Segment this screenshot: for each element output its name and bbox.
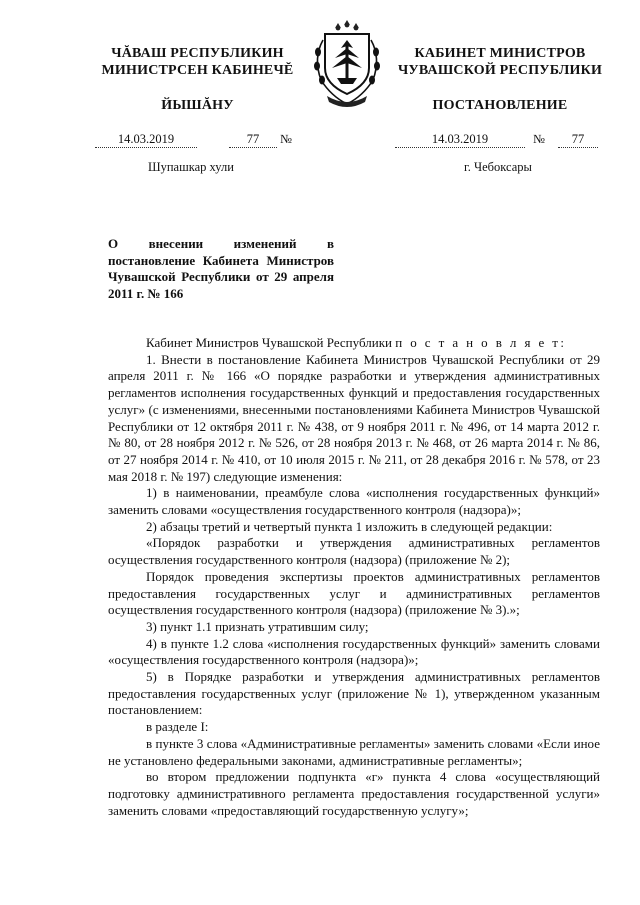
header-right-line2: ЧУВАШСКОЙ РЕСПУБЛИКИ bbox=[397, 63, 603, 78]
header-right bbox=[390, 45, 610, 114]
left-date: 14.03.2019 bbox=[117, 132, 175, 146]
header-left-line2: МИНИСТРСЕН КАБИНЕЧĔ bbox=[101, 63, 294, 78]
body-paragraph: Порядок проведения экспертизы проектов административных регламентов предоставления государственных услуг и административных регламентов осуществления государственного контроля (надзора) (приложение № 3).»; bbox=[108, 568, 600, 618]
body-paragraph: в разделе I: bbox=[146, 719, 209, 735]
left-date-number-line bbox=[95, 132, 305, 148]
body-paragraph: 4) в пункте 1.2 слова «исполнения государственных функций» заменить словами «осуществления государственного контроля (надзора)»; bbox=[108, 635, 600, 668]
body-paragraph: в пункте 3 слова «Административные регламенты» заменить словами «Если иное не установлено федеральными законами, административные регламенты»; bbox=[108, 735, 600, 768]
right-number-underline bbox=[558, 147, 598, 148]
right-number: 77 bbox=[571, 132, 585, 146]
body-paragraph: «Порядок разработки и утверждения административных регламентов осуществления государственного контроля (надзора) (приложение № 2); bbox=[108, 535, 600, 568]
document-subject: О внесении изменений в постановление Кабинета Министров Чувашской Республики от 29 апреля 2011 г. № 166 bbox=[108, 236, 334, 301]
left-number: 77 bbox=[246, 132, 260, 146]
body-paragraph: 2) абзацы третий и четвертый пункта 1 изложить в следующей редакции: bbox=[146, 518, 553, 534]
header-left-doc-type: ЙЫШĂНУ bbox=[161, 98, 234, 113]
header-left-line1: ЧĂВАШ РЕСПУБЛИКИН bbox=[111, 46, 284, 61]
left-number-underline bbox=[229, 147, 277, 148]
document-body bbox=[108, 335, 600, 819]
header-right-line1: КАБИНЕТ МИНИСТРОВ bbox=[414, 46, 586, 61]
right-date-underline bbox=[395, 147, 525, 148]
left-number-sign: № bbox=[280, 132, 292, 146]
body-paragraph: 1. Внести в постановление Кабинета Министров Чувашской Республики от 29 апреля 2011 г. № 166 «О порядке разработки и утверждения административных регламентов исполнения государственных функций и предоставления государственных услуг» (с изменениями, внесенными постановлениями Кабинета Министров Чувашской Республики от 12 октября 2011 г. № 438, от 9 ноября 2011 г. № 496, от 14 марта 2012 г. № 80, от 28 ноября 2012 г. № 526, от 28 ноября 2013 г. № 468, от 26 марта 2014 г. № 86, от 27 ноября 2014 г. № 410, от 10 июля 2015 г. № 211, от 28 декабря 2016 г. № 578, от 23 мая 2018 г. № 197) следующие изменения: bbox=[108, 351, 600, 484]
chuvash-coat-of-arms-icon bbox=[305, 18, 389, 110]
intro-verb: п о с т а н о в л я е т: bbox=[395, 335, 567, 350]
body-paragraph: 5) в Порядке разработки и утверждения административных регламентов предоставления государственных услуг (приложение № 1), утвержденном указанным постановлением: bbox=[108, 669, 600, 718]
intro-paragraph bbox=[108, 335, 600, 352]
left-place: Шупашкар хули bbox=[148, 160, 234, 174]
intro-subject: Кабинет Министров Чувашской Республики bbox=[146, 335, 392, 350]
header-right-doc-type: ПОСТАНОВЛЕНИЕ bbox=[432, 98, 568, 113]
right-date-number-line bbox=[395, 132, 610, 148]
right-number-sign: № bbox=[533, 132, 545, 146]
body-paragraph: 3) пункт 1.1 признать утратившим силу; bbox=[146, 618, 369, 634]
left-date-underline bbox=[95, 147, 197, 148]
body-paragraph: 1) в наименовании, преамбуле слова «исполнения государственных функций» заменить словами «осуществления государственного контроля (надзора)»; bbox=[108, 485, 600, 518]
right-date: 14.03.2019 bbox=[431, 132, 489, 146]
body-paragraph: во втором предложении подпункта «г» пункта 4 слова «осуществляющий подготовку административного регламента предоставления государственной услуги» заменить словами «предоставляющий государственную услугу»; bbox=[108, 769, 600, 818]
header-left bbox=[95, 45, 300, 114]
right-place: г. Чебоксары bbox=[464, 160, 532, 174]
